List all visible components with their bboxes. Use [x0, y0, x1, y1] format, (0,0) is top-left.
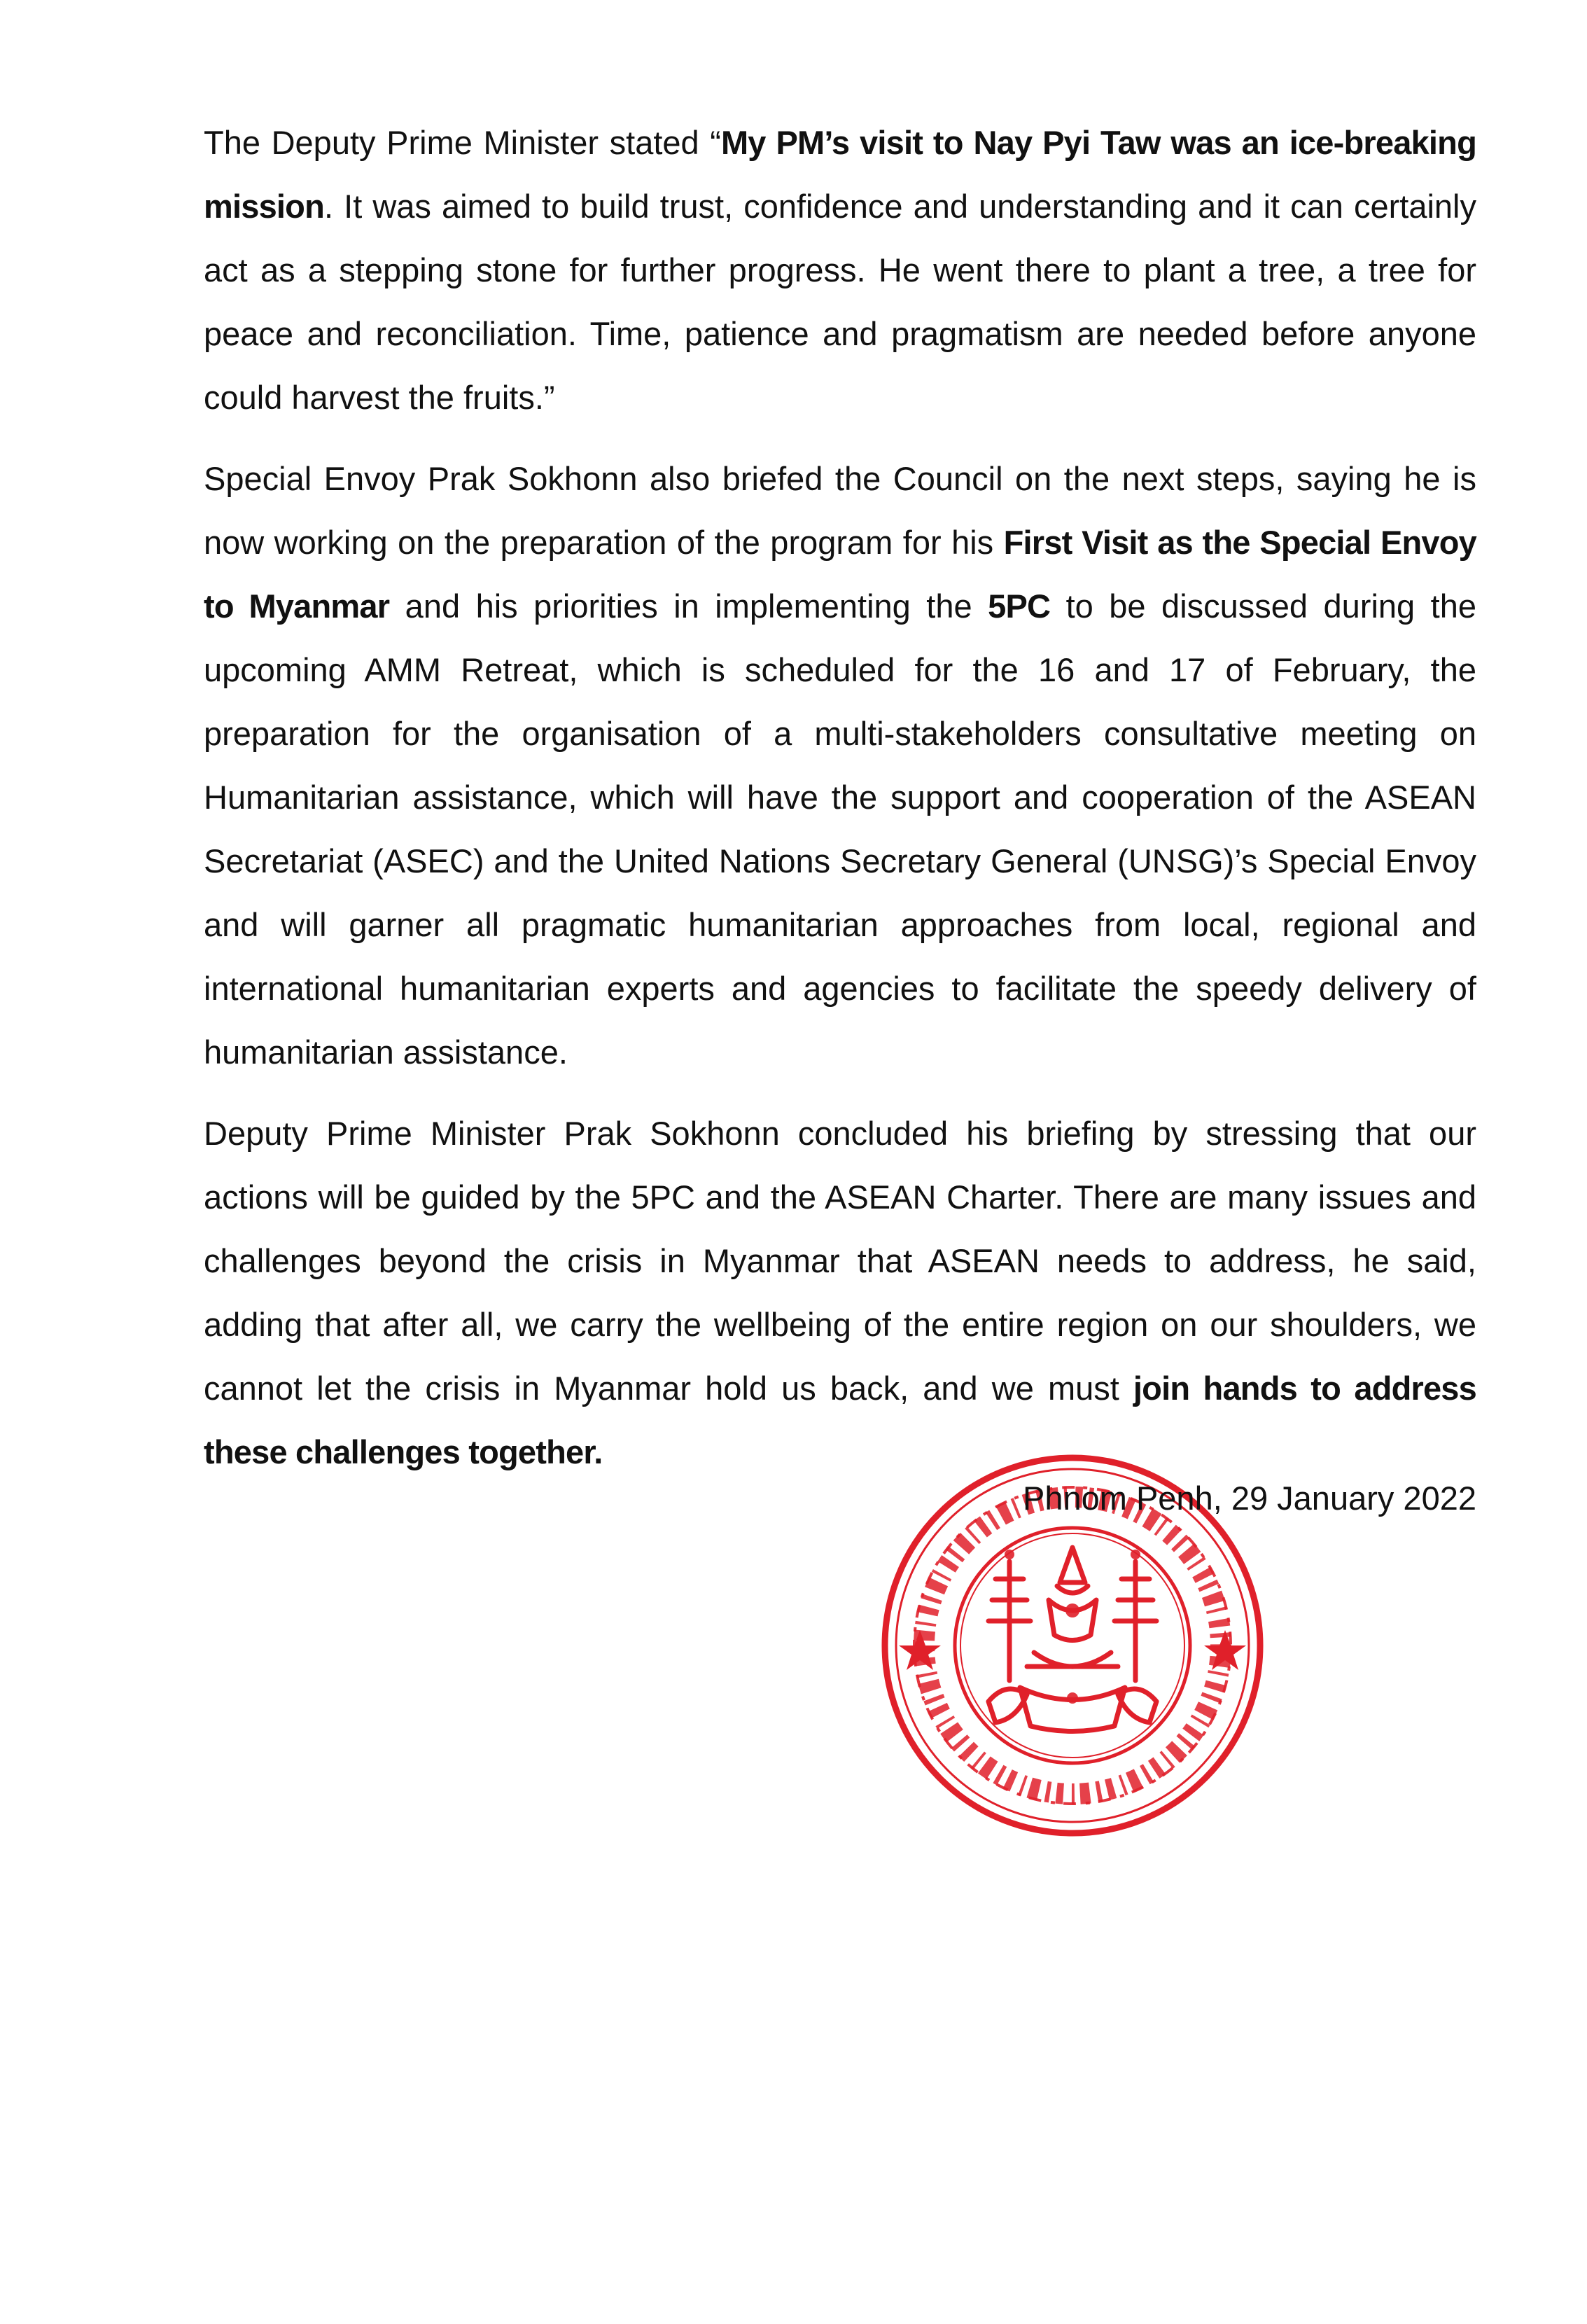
paragraph-text: and his priorities in implementing the: [389, 587, 988, 625]
paragraph-text: The Deputy Prime Minister stated “: [204, 124, 721, 161]
paragraph-text: Deputy Prime Minister Prak Sokhonn concluded his briefing by stressing that our actions will be guided by the 5PC and the ASEAN Charter. There are many issues and challenges beyond the crisis in Myanmar that ASEAN needs to address, he said, adding that after all, we carry the wellbeing of the entire region on our shoulders, we cannot let the crisis in Myanmar hold us back, and we must: [204, 1115, 1476, 1407]
paragraph-next-steps: [204, 447, 1476, 1084]
document-body: [204, 111, 1476, 1501]
paragraph-conclusion: [204, 1101, 1476, 1484]
bold-phrase: My PM’s visit to Nay Pyi Taw was an ice-breaking mission: [204, 124, 1476, 225]
paragraph-statement: [204, 111, 1476, 429]
bold-phrase: First Visit as the Special Envoy to Myanmar: [204, 524, 1476, 625]
paragraph-text: Special Envoy Prak Sokhonn also briefed the Council on the next steps, saying he is now working on the preparation of the program for his: [204, 460, 1476, 561]
bold-phrase: 5PC: [988, 587, 1051, 625]
paragraph-text: to be discussed during the upcoming AMM Retreat, which is scheduled for the 16 and 17 of February, the preparation for the organisation of a multi-stakeholders consultative meeting on Humanitarian assistance, which will have the support and cooperation of the ASEAN Secretariat (ASEC) and the United Nations Secretary General (UNSG)’s Special Envoy and will garner all pragmatic humanitarian approaches from local, regional and international humanitarian experts and agencies to facilitate the speedy delivery of humanitarian assistance.: [204, 587, 1476, 1071]
bold-phrase: join hands to address these challenges together.: [204, 1370, 1476, 1470]
dateline: Phnom Penh, 29 January 2022: [1022, 1480, 1476, 1517]
paragraph-text: . It was aimed to build trust, confidence and understanding and it can certainly act as a stepping stone for further progress. He went there to plant a tree, a tree for peace and reconciliation. Time, patience and pragmatism are needed before anyone could harvest the fruits.”: [204, 188, 1476, 416]
